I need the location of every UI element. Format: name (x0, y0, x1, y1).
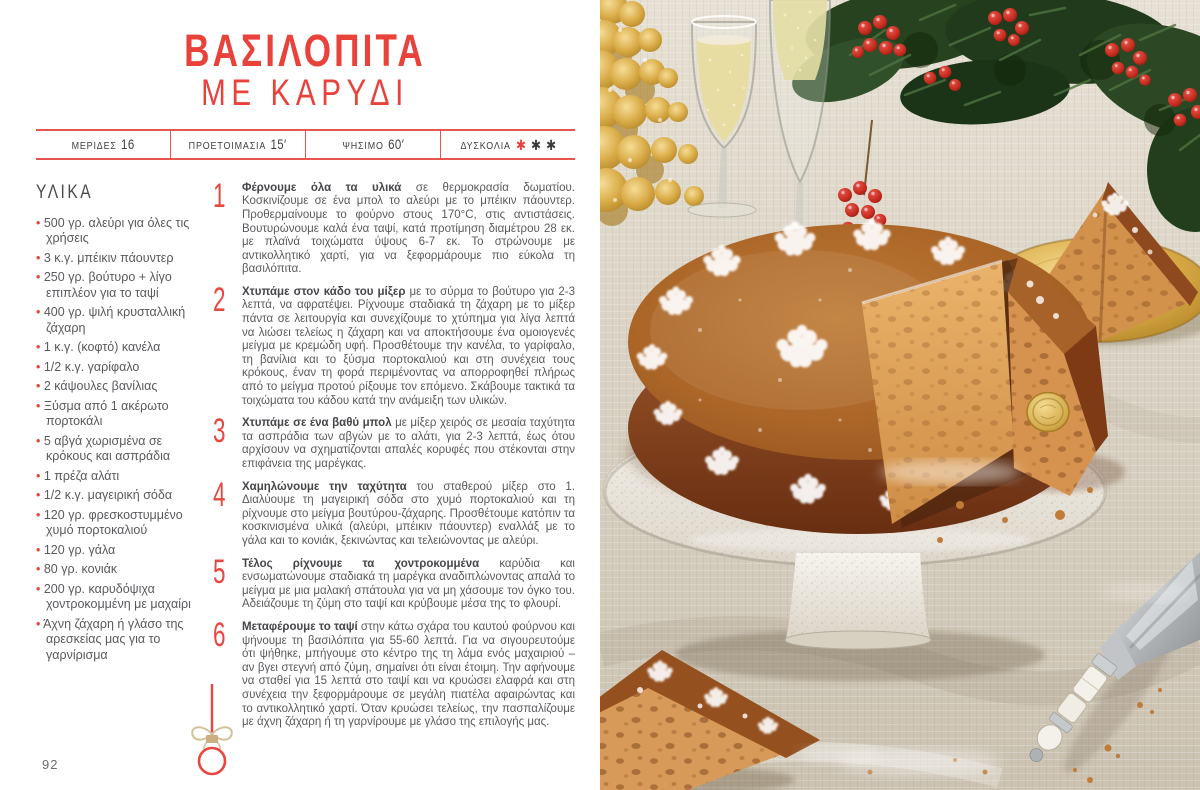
ingredient-item: • 250 γρ. βούτυρο + λίγο επιπλέον για το ταψί (36, 270, 200, 301)
ingredient-item: • Άχνη ζάχαρη ή γλάσο της αρεσκείας μας για το γαρνίρισμα (36, 617, 200, 664)
info-cell-difficulty (441, 131, 575, 158)
ingredient-item: • 1 κ.γ. (κοφτό) κανέλα (36, 340, 200, 356)
ingredients-list (36, 216, 200, 664)
recipe-step (213, 412, 575, 471)
recipe-step (213, 552, 575, 612)
info-label: ΠΡΟΕΤΟΙΜΑΣΙΑ (188, 139, 267, 152)
ingredient-item: • 2 κάψουλες βανίλιας (36, 379, 200, 395)
ingredient-item: • 120 γρ. γάλα (36, 543, 200, 559)
step-number: 1 (213, 176, 226, 215)
step-text: Χτυπάμε στον κάδο του μίξερ με το σύρμα το βούτυρο για 2-3 λεπτά, να αφρατέψει. Ρίχνουμε σταδιακά τη ζάχαρη με το μίξερ πάντα σε λειτουργία και συνεχίζουμε το χτύπημα για λίγα λεπτά να λιώσει τελείως η ζάχαρη και να αποκτήσουμε ένα ομοιογενές μείγμα με κρεμώδη υφή. Προσθέτουμε την κανέλα, το γαρίφαλο, τη βανίλια και το ξύσμα πορτοκαλιού και στη συνέχεια τους κρόκους, έναν τη φορά περιμένοντας να απορροφηθεί πλήρως από το μείγμα προτού ρίξουμε τον επόμενο. Σκάβουμε τακτικά τα τοιχώματα του κάδου κατά την ανάμειξη των υλικών. (242, 285, 575, 407)
page-number: 92 (42, 757, 59, 772)
ingredient-item: • 1 πρέζα αλάτι (36, 469, 200, 485)
recipe-step (213, 615, 575, 730)
step-text: Τέλος ρίχνουμε τα χοντροκομμένα καρύδια και ενσωματώνουμε σταδιακά τη μαρέγκα αναδιπλώνοντας απαλά το μείγμα με μια μαλακή σπάτουλα για να μη χάσουμε τον όγκο του. Αδειάζουμε τη ζύμη στο ταψί και κρύβουμε μέσα της το φλουρί. (242, 557, 575, 611)
recipe-content (36, 176, 575, 739)
recipe-step (213, 280, 575, 408)
ingredient-item: • 80 γρ. κονιάκ (36, 562, 200, 578)
difficulty-star-icon: ✱ (515, 136, 526, 153)
info-label: ΜΕΡΙΔΕΣ (71, 139, 117, 152)
step-lead: Φέρνουμε όλα τα υλικά (242, 181, 402, 194)
step-number: 4 (213, 475, 226, 514)
steps-column (213, 176, 575, 739)
step-text: Φέρνουμε όλα τα υλικά σε θερμοκρασία δωματίου. Κοσκινίζουμε σε ένα μπολ το αλεύρι με το μπέικιν πάουντερ. Προθερμαίνουμε το φούρνο στους 170°C, στις αντιστάσεις. Βουτυρώνουμε καλά ένα ταψί, κατά προτίμηση διαμέτρου 28 εκ. με πλαϊνά τοιχώματα ύψους 6-7 εκ. Το στρώνουμε με αντικολλητικό χαρτί, για να ξεφορμάρουμε πιο εύκολα τη βασιλόπιτα. (242, 181, 575, 276)
recipe-photo (600, 0, 1200, 790)
ingredient-item: • 120 γρ. φρεσκοστυμμένο χυμό πορτοκαλιού (36, 508, 200, 539)
ingredient-item: • 200 γρ. καρυδόψιχα χοντροκομμένη με μαχαίρι (36, 582, 200, 613)
step-lead: Μεταφέρουμε το ταψί (242, 620, 358, 633)
info-label: ΨΗΣΙΜΟ (342, 139, 384, 152)
info-cell (36, 131, 171, 158)
ingredient-item: • Ξύσμα από 1 ακέρωτο πορτοκάλι (36, 399, 200, 430)
ingredient-item: • 400 γρ. ψιλή κρυσταλλική ζάχαρη (36, 305, 200, 336)
ingredients-column (36, 182, 200, 739)
step-lead: Τέλος ρίχνουμε τα χοντροκομμένα (242, 557, 480, 570)
step-text: Μεταφέρουμε το ταψί στην κάτω σχάρα του καυτού φούρνου και ψήνουμε τη βασιλόπιτα για 55-60 λεπτά. Για να σιγουρευτούμε ότι ψήθηκε, μπήγουμε στο κέντρο της τη λάμα ενός μαχαιριού – αν βγει στεγνή από ζύμη, σημαίνει ότι είναι έτοιμη. Την αφήνουμε να σταθεί για 15 λεπτά στο ταψί και να κρυώσει ελαφρά και στη συνέχεια την ξεφορμάρουμε σε μεγάλη πιατέλα αφαιρώντας και το αντικολλητικό χαρτί. Όταν κρυώσει τελείως, την πασπαλίζουμε με άχνη ζάχαρη ή τη γαρνίρουμε με γλάσο της επιλογής μας. (242, 620, 575, 729)
difficulty-label: ΔΥΣΚΟΛΙΑ (460, 139, 511, 152)
step-number: 5 (213, 552, 226, 591)
ingredient-item: • 1/2 κ.γ. μαγειρική σόδα (36, 488, 200, 504)
step-text: Χτυπάμε σε ένα βαθύ μπολ με μίξερ χειρός σε μεσαία ταχύτητα τα ασπράδια των αβγών με το αλάτι, για 2-3 λεπτά, έως ότου αρχίσουν να σχηματίζονται απαλές κορυφές που στέκονται στην επιφάνεια της μαρέγκας. (242, 417, 575, 471)
step-lead: Χαμηλώνουμε την ταχύτητα (242, 480, 407, 493)
bauble-ornament-icon (182, 684, 242, 788)
ingredients-heading: ΥΛΙΚΑ (36, 181, 94, 203)
recipe-title-line1: ΒΑΣΙΛΟΠΙΤΑ (184, 25, 426, 76)
info-cell (171, 131, 306, 158)
step-lead: Χτυπάμε στον κάδο του μίξερ (242, 285, 406, 298)
recipe-step (213, 475, 575, 549)
page-title (30, 25, 580, 113)
ingredient-item: • 5 αβγά χωρισμένα σε κρόκους και ασπράδια (36, 434, 200, 465)
lucky-coin (1027, 393, 1069, 432)
info-value: 16 (120, 136, 135, 152)
ingredient-item: • 3 κ.γ. μπέικιν πάουντερ (36, 251, 200, 267)
difficulty-star-icon: ✱ (530, 136, 541, 153)
info-value: 15′ (270, 136, 287, 152)
difficulty-star-icon: ✱ (545, 136, 556, 153)
ingredient-item: • 1/2 κ.γ. γαρίφαλο (36, 360, 200, 376)
recipe-title-line2: ΜΕ ΚΑΡΥΔΙ (201, 71, 409, 113)
step-number: 6 (213, 615, 226, 654)
info-cell (306, 131, 441, 158)
step-lead: Χτυπάμε σε ένα βαθύ μπολ (242, 417, 392, 430)
recipe-info-bar (36, 129, 575, 160)
step-number: 3 (213, 412, 226, 451)
step-text: Χαμηλώνουμε την ταχύτητα του σταθερού μίξερ στο 1. Διαλύουμε τη μαγειρική σόδα στο χυμό πορτοκαλιού και τη ρίχνουμε στο μείγμα βουτύρου-ζάχαρης. Προσθέτουμε κατόπιν τα κοσκινισμένα υλικά (αλεύρι, μπέικιν πάουντερ) εναλλάξ με το γάλα και το κονιάκ, ξεκινώντας και τελειώνοντας με αλεύρι. (242, 480, 575, 547)
step-number: 2 (213, 280, 226, 319)
ingredient-item: • 500 γρ. αλεύρι για όλες τις χρήσεις (36, 216, 200, 247)
recipe-step (213, 176, 575, 277)
info-value: 60′ (387, 136, 404, 152)
page-right (600, 0, 1200, 790)
